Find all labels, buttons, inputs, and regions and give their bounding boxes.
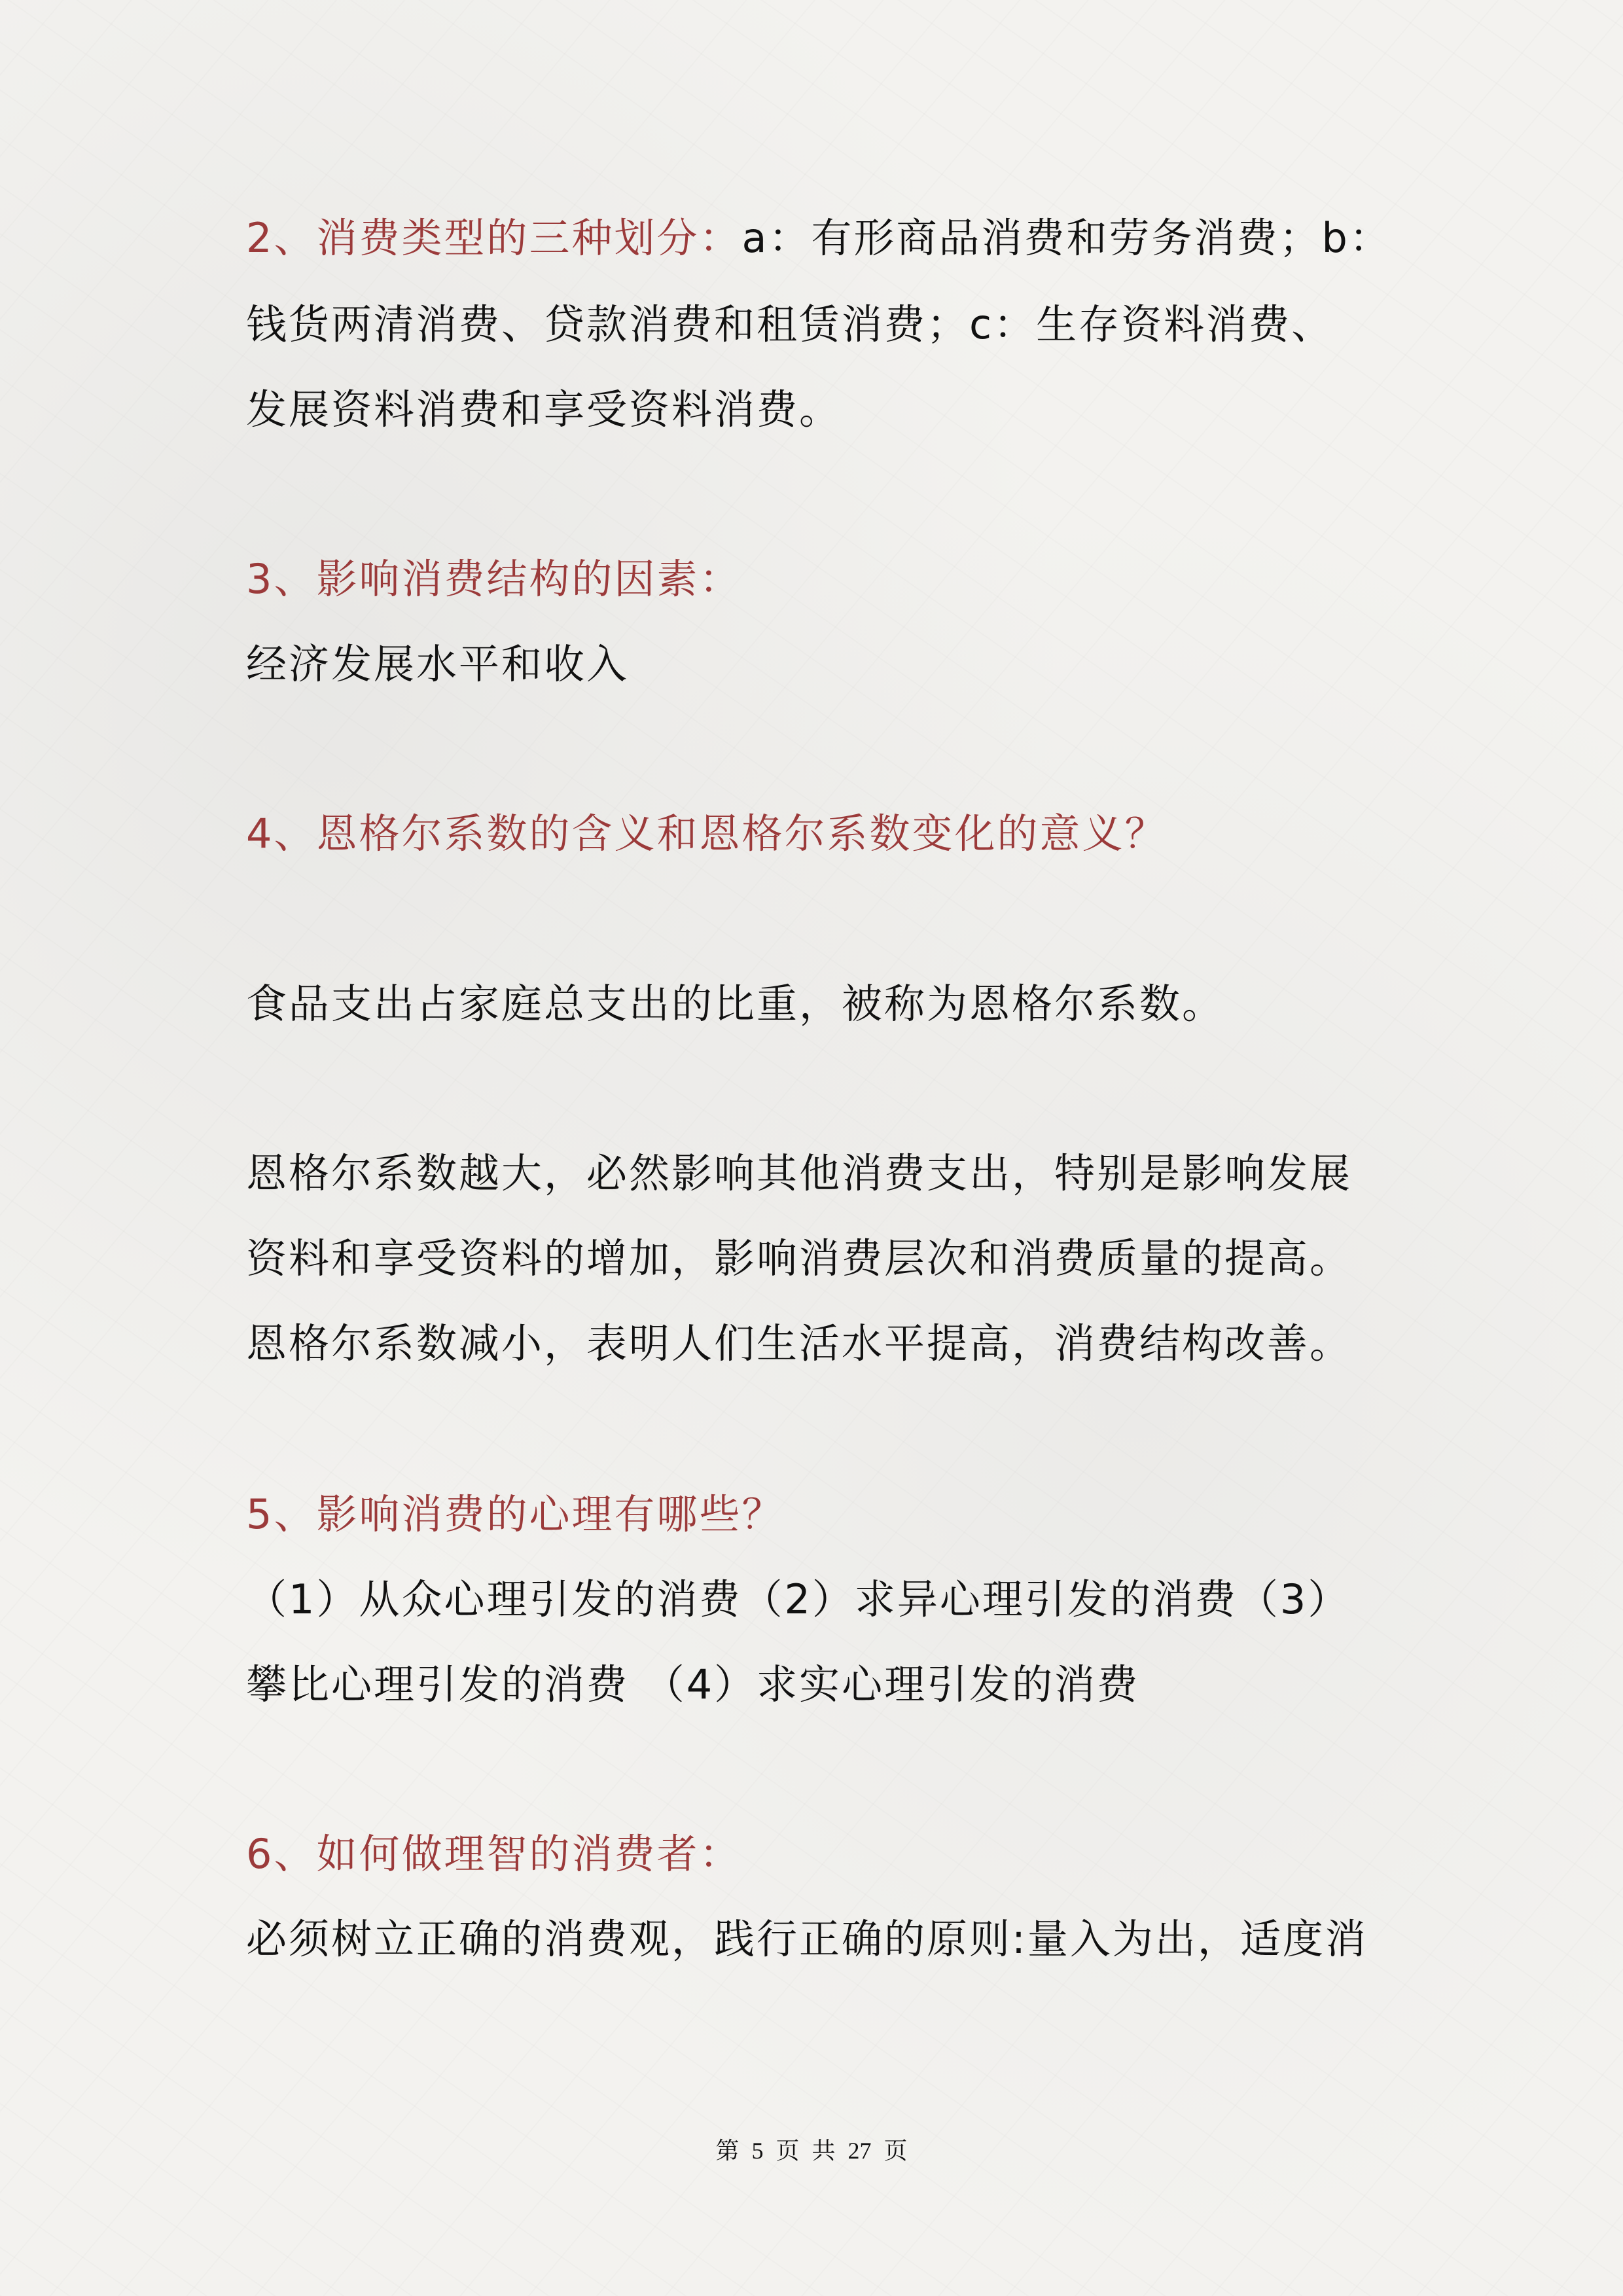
section-5-line-2: 攀比心理引发的消费 （4）求实心理引发的消费 <box>246 1660 1140 1708</box>
section-6-line-1: 必须树立正确的消费观，践行正确的原则:量入为出，适度消 <box>246 1915 1368 1963</box>
section-4-line-2: 恩格尔系数越大，必然影响其他消费支出，特别是影响发展 <box>246 1149 1353 1197</box>
section-4-heading: 4、恩格尔系数的含义和恩格尔系数变化的意义？ <box>246 810 1168 857</box>
section-5-heading: 5、影响消费的心理有哪些？ <box>246 1490 785 1538</box>
page-number-footer: 第 5 页 共 27 页 <box>715 2138 908 2164</box>
section-2-text: a：有形商品消费和劳务消费；b： <box>741 214 1392 262</box>
section-3-line-1: 经济发展水平和收入 <box>246 640 630 688</box>
section-2-line-1 <box>246 212 1392 264</box>
section-4-line-3: 资料和享受资料的增加，影响消费层次和消费质量的提高。 <box>246 1234 1353 1282</box>
section-6-heading: 6、如何做理智的消费者： <box>246 1830 742 1878</box>
section-2-line-3: 发展资料消费和享受资料消费。 <box>246 386 842 433</box>
section-4-line-4: 恩格尔系数减小，表明人们生活水平提高，消费结构改善。 <box>246 1319 1353 1367</box>
section-2-heading: 2、消费类型的三种划分： <box>246 214 742 262</box>
section-2-line-2: 钱货两清消费、贷款消费和租赁消费；c：生存资料消费、 <box>246 300 1334 348</box>
section-4-line-1: 食品支出占家庭总支出的比重，被称为恩格尔系数。 <box>246 980 1225 1028</box>
section-5-line-1: （1）从众心理引发的消费（2）求异心理引发的消费（3） <box>246 1575 1351 1623</box>
section-3-heading: 3、影响消费结构的因素： <box>246 555 742 603</box>
